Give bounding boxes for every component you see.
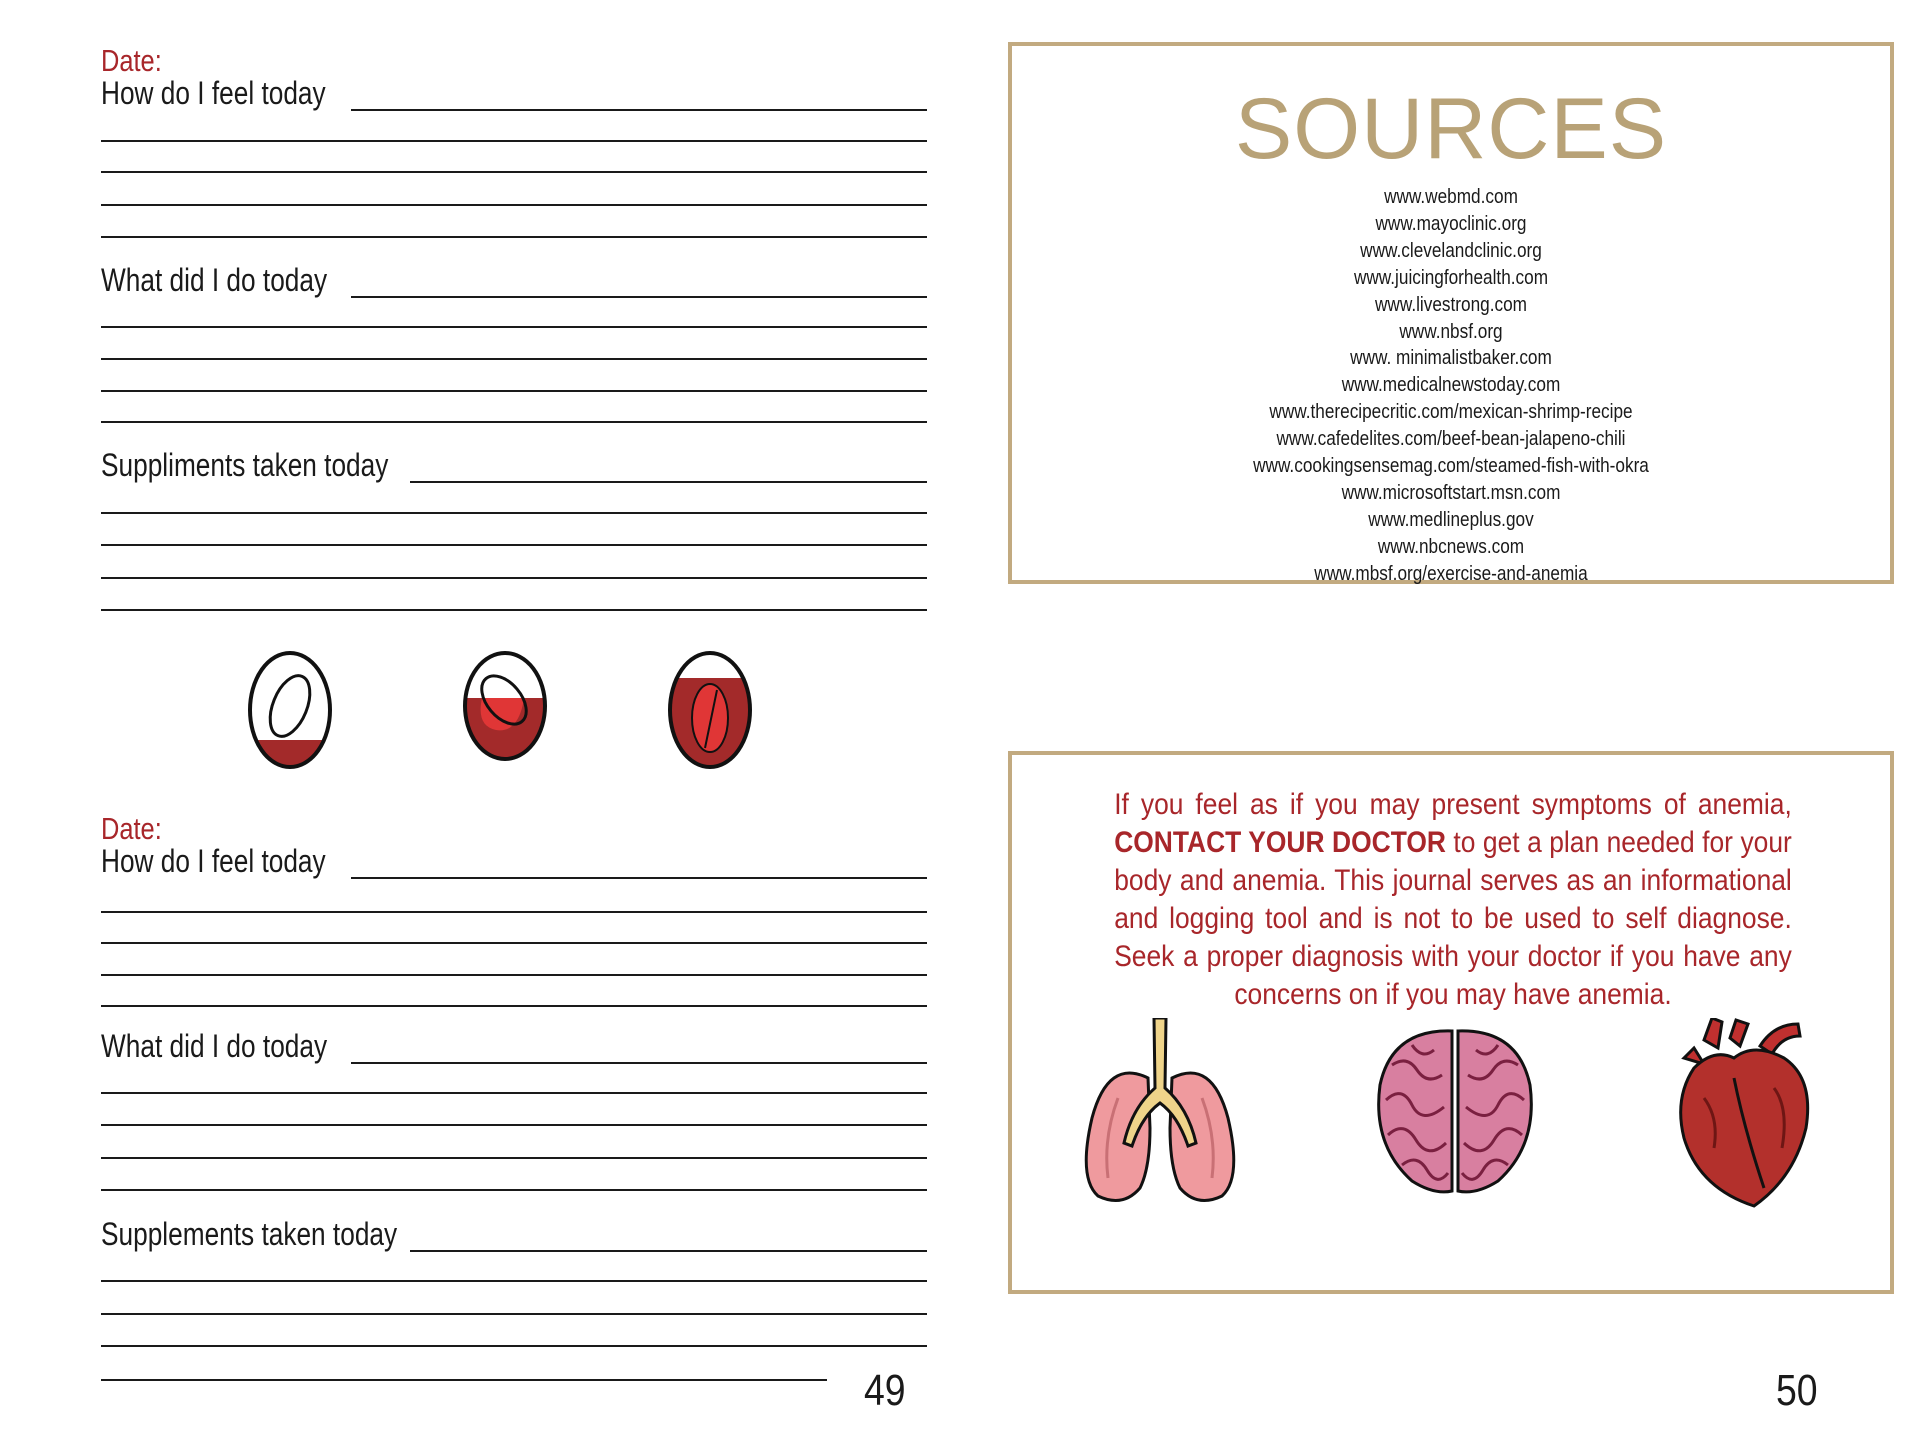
- brain-icon: [1372, 1025, 1538, 1197]
- source-link[interactable]: www.nbcnews.com: [1377, 535, 1525, 558]
- writing-line: [351, 296, 927, 298]
- activity-label: What did I do today: [101, 262, 328, 298]
- sources-list: [1012, 184, 1890, 588]
- notice-text-start: If you feel as if you may present symptoms of anemia,: [1114, 788, 1792, 821]
- source-link[interactable]: www.clevelandclinic.org: [1360, 239, 1542, 262]
- source-link[interactable]: www.medlineplus.gov: [1368, 508, 1534, 531]
- supplements-label: Supplements taken today: [101, 1216, 398, 1252]
- writing-line[interactable]: [101, 1313, 927, 1315]
- source-link[interactable]: www.mbsf.org/exercise-and-anemia: [1314, 562, 1588, 585]
- writing-line[interactable]: [101, 942, 927, 944]
- writing-line[interactable]: [101, 204, 927, 206]
- writing-line[interactable]: [101, 577, 927, 579]
- source-link[interactable]: www.cookingsensemag.com/steamed-fish-with-okra: [1253, 455, 1649, 478]
- writing-line[interactable]: [101, 171, 927, 173]
- source-link[interactable]: www.nbsf.org: [1399, 320, 1503, 343]
- source-link[interactable]: www.cafedelites.com/beef-bean-jalapeno-chili: [1276, 428, 1626, 451]
- red-blood-cell-medium-icon: [460, 648, 550, 772]
- writing-line: [351, 109, 927, 111]
- source-link[interactable]: www.webmd.com: [1384, 186, 1518, 208]
- heart-icon: [1674, 1018, 1812, 1208]
- activity-label: What did I do today: [101, 1028, 328, 1064]
- supplements-field[interactable]: [101, 1212, 927, 1252]
- doctor-notice-box: [1008, 751, 1894, 1294]
- source-link[interactable]: www.microsoftstart.msn.com: [1341, 481, 1561, 504]
- writing-line[interactable]: [101, 1005, 927, 1007]
- contact-doctor-emphasis: CONTACT YOUR DOCTOR: [1114, 826, 1446, 859]
- writing-line[interactable]: [101, 1345, 927, 1347]
- writing-line[interactable]: [101, 512, 927, 514]
- page-number: 49: [864, 1366, 906, 1415]
- writing-line: [351, 1062, 927, 1064]
- activity-field[interactable]: [101, 1024, 927, 1064]
- source-link[interactable]: www.medicalnewstoday.com: [1341, 374, 1561, 397]
- writing-line[interactable]: [101, 1280, 927, 1282]
- blood-cell-illustrations: [245, 648, 765, 772]
- red-blood-cell-low-icon: [245, 648, 335, 772]
- activity-field[interactable]: [101, 258, 927, 298]
- writing-line[interactable]: [101, 974, 927, 976]
- sources-box: [1008, 42, 1894, 584]
- page-number: 50: [1776, 1366, 1818, 1415]
- lungs-icon: [1078, 1018, 1242, 1208]
- feel-label: How do I feel today: [101, 843, 326, 879]
- writing-line[interactable]: [101, 911, 927, 913]
- feel-label: How do I feel today: [101, 75, 326, 111]
- writing-line[interactable]: [101, 236, 927, 238]
- writing-line[interactable]: [101, 544, 927, 546]
- source-link[interactable]: www.livestrong.com: [1375, 293, 1527, 316]
- date-label: Date:: [101, 43, 162, 78]
- source-link[interactable]: www.juicingforhealth.com: [1353, 266, 1549, 289]
- writing-line[interactable]: [101, 140, 927, 142]
- notice-text-end: to get a plan needed for your body and anemia. This journal serves as an informational and logging tool and is not to be used to self diagnose. Seek a proper diagnosis with your doctor if you have any concerns on if you may have anemia.: [1114, 826, 1792, 1011]
- date-label: Date:: [101, 811, 162, 846]
- writing-line: [410, 1250, 927, 1252]
- feel-field[interactable]: [101, 839, 927, 879]
- writing-line: [351, 877, 927, 879]
- writing-line[interactable]: [101, 609, 927, 611]
- writing-line[interactable]: [101, 1189, 927, 1191]
- doctor-notice-text: [1114, 786, 1792, 1014]
- source-link[interactable]: www.therecipecritic.com/mexican-shrimp-recipe: [1269, 401, 1633, 424]
- sources-title: SOURCES: [1234, 81, 1668, 177]
- source-link[interactable]: www. minimalistbaker.com: [1350, 347, 1552, 370]
- writing-line: [410, 481, 927, 483]
- writing-line[interactable]: [101, 326, 927, 328]
- source-link[interactable]: www.mayoclinic.org: [1375, 212, 1527, 235]
- writing-line[interactable]: [101, 1092, 927, 1094]
- supplements-field[interactable]: [101, 443, 927, 483]
- writing-line[interactable]: [101, 1157, 927, 1159]
- writing-line[interactable]: [101, 421, 927, 423]
- writing-line[interactable]: [101, 358, 927, 360]
- writing-line[interactable]: [101, 1379, 827, 1381]
- red-blood-cell-full-icon: [665, 648, 755, 772]
- feel-field[interactable]: [101, 71, 927, 111]
- supplements-label: Suppliments taken today: [101, 447, 389, 483]
- writing-line[interactable]: [101, 1124, 927, 1126]
- writing-line[interactable]: [101, 390, 927, 392]
